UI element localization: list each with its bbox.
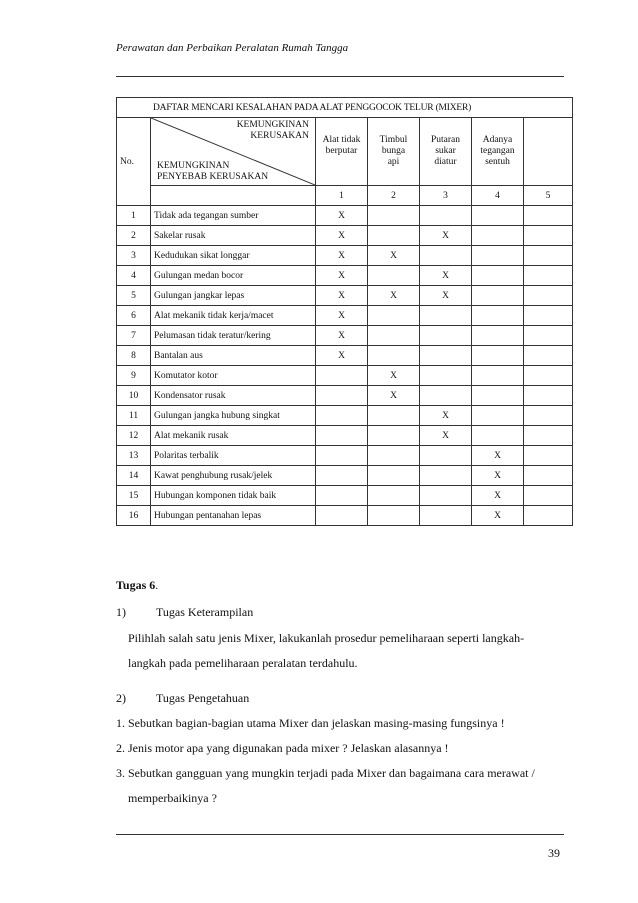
symptom-mark-cell: [524, 306, 573, 326]
cause-cell: Hubungan pentanahan lepas: [151, 506, 316, 526]
symptom-mark-cell: [368, 446, 420, 466]
cause-cell: Tidak ada tegangan sumber: [151, 206, 316, 226]
damage-label: KEMUNGKINAN KERUSAKAN: [236, 120, 309, 141]
cause-cell: Komutator kotor: [151, 366, 316, 386]
symptom-header-3: Putaran sukar diatur: [420, 118, 472, 186]
symptom-mark-cell: [472, 226, 524, 246]
table-row: [117, 406, 573, 426]
symptom-mark-cell: [368, 326, 420, 346]
symptom-mark-cell: X: [472, 446, 524, 466]
page-number: 39: [548, 846, 560, 860]
symptom-mark-cell: [472, 366, 524, 386]
symptom-mark-cell: [524, 466, 573, 486]
symptom-mark-cell: X: [316, 326, 368, 346]
symptom-mark-cell: X: [368, 286, 420, 306]
symptom-mark-cell: [316, 506, 368, 526]
cause-number-spacer: [151, 186, 316, 206]
skill-task-label: Tugas Keterampilan: [156, 605, 254, 619]
symptom-mark-cell: [524, 206, 573, 226]
cause-cell: Gulungan jangka hubung singkat: [151, 406, 316, 426]
symptom-mark-cell: [420, 506, 472, 526]
table-row: [117, 226, 573, 246]
row-number: 11: [117, 406, 151, 426]
table-title: DAFTAR MENCARI KESALAHAN PADA ALAT PENGGOCOK TELUR (MIXER): [117, 98, 573, 118]
row-number: 2: [117, 226, 151, 246]
symptom-mark-cell: X: [472, 466, 524, 486]
symptom-mark-cell: [316, 466, 368, 486]
symptom-header-4: Adanya tegangan sentuh: [472, 118, 524, 186]
symptom-mark-cell: [524, 346, 573, 366]
question-number: 2.: [116, 741, 125, 755]
table-row: [117, 446, 573, 466]
table-row: [117, 266, 573, 286]
symptom-mark-cell: X: [420, 406, 472, 426]
row-number: 14: [117, 466, 151, 486]
symptom-mark-cell: [472, 266, 524, 286]
symptom-mark-cell: X: [316, 246, 368, 266]
row-number: 13: [117, 446, 151, 466]
question-number: 1.: [116, 716, 125, 730]
symptom-mark-cell: X: [368, 366, 420, 386]
row-number: 16: [117, 506, 151, 526]
cause-cell: Gulungan medan bocor: [151, 266, 316, 286]
symptom-mark-cell: [524, 426, 573, 446]
symptom-mark-cell: [368, 486, 420, 506]
row-number: 8: [117, 346, 151, 366]
symptom-mark-cell: [368, 306, 420, 326]
symptom-mark-cell: [420, 486, 472, 506]
table-row: [117, 426, 573, 446]
row-number: 10: [117, 386, 151, 406]
symptom-header-5: [524, 118, 573, 186]
question-number: 3.: [116, 766, 125, 780]
symptom-mark-cell: [472, 426, 524, 446]
table-body: [117, 206, 573, 526]
symptom-mark-cell: [316, 406, 368, 426]
symptom-mark-cell: [420, 206, 472, 226]
symptom-mark-cell: [368, 506, 420, 526]
symptom-mark-cell: [316, 446, 368, 466]
symptom-mark-cell: [420, 366, 472, 386]
skill-task-number: 1): [116, 605, 126, 619]
question-text: Sebutkan bagian-bagian utama Mixer dan jelaskan masing-masing fungsinya !: [128, 716, 505, 730]
symptom-mark-cell: [316, 486, 368, 506]
symptom-mark-cell: [368, 206, 420, 226]
symptom-mark-cell: X: [472, 506, 524, 526]
row-number: 1: [117, 206, 151, 226]
knowledge-task-label: Tugas Pengetahuan: [156, 691, 250, 705]
symptom-mark-cell: [524, 386, 573, 406]
symptom-mark-cell: [472, 246, 524, 266]
table-row: [117, 386, 573, 406]
symptom-number: 1: [316, 186, 368, 206]
symptom-mark-cell: [420, 326, 472, 346]
symptom-header-2: Timbul bunga api: [368, 118, 420, 186]
symptom-mark-cell: [368, 346, 420, 366]
cause-cell: Pelumasan tidak teratur/kering: [151, 326, 316, 346]
no-column-header: No.: [117, 118, 151, 206]
table-row: [117, 326, 573, 346]
troubleshooting-table: [116, 97, 573, 526]
symptom-mark-cell: [524, 406, 573, 426]
symptom-mark-cell: X: [420, 286, 472, 306]
symptom-mark-cell: [524, 446, 573, 466]
symptom-mark-cell: [472, 306, 524, 326]
row-number: 15: [117, 486, 151, 506]
symptom-mark-cell: [524, 246, 573, 266]
row-number: 5: [117, 286, 151, 306]
cause-cell: Kedudukan sikat longgar: [151, 246, 316, 266]
symptom-mark-cell: [524, 286, 573, 306]
row-number: 7: [117, 326, 151, 346]
symptom-mark-cell: [368, 426, 420, 446]
symptom-number: 2: [368, 186, 420, 206]
task-heading: Tugas 6.: [116, 578, 159, 592]
symptom-mark-cell: [524, 486, 573, 506]
cause-label: KEMUNGKINAN PENYEBAB KERUSAKAN: [157, 161, 269, 182]
header-rule: [116, 76, 564, 77]
symptom-mark-cell: [420, 346, 472, 366]
symptom-mark-cell: X: [316, 286, 368, 306]
row-number: 3: [117, 246, 151, 266]
symptom-mark-cell: X: [316, 266, 368, 286]
symptom-mark-cell: [472, 386, 524, 406]
symptom-mark-cell: [420, 466, 472, 486]
symptom-mark-cell: [316, 386, 368, 406]
cause-cell: Alat mekanik rusak: [151, 426, 316, 446]
symptom-mark-cell: [524, 326, 573, 346]
skill-task-text: Pilihlah salah satu jenis Mixer, lakukanlah prosedur pemeliharaan seperti langkah-: [128, 631, 525, 645]
cause-cell: Polaritas terbalik: [151, 446, 316, 466]
row-number: 6: [117, 306, 151, 326]
row-number: 12: [117, 426, 151, 446]
symptom-mark-cell: [316, 426, 368, 446]
symptom-number: 4: [472, 186, 524, 206]
question-text: Sebutkan gangguan yang mungkin terjadi pada Mixer dan bagaimana cara merawat /: [128, 766, 535, 780]
row-number: 9: [117, 366, 151, 386]
cause-cell: Hubungan komponen tidak baik: [151, 486, 316, 506]
table-row: [117, 506, 573, 526]
question-text-continued: memperbaikinya ?: [128, 791, 217, 805]
symptom-mark-cell: [368, 266, 420, 286]
cause-cell: Alat mekanik tidak kerja/macet: [151, 306, 316, 326]
symptom-mark-cell: [316, 366, 368, 386]
cause-cell: Kondensator rusak: [151, 386, 316, 406]
footer-rule: [116, 834, 564, 835]
symptom-mark-cell: X: [472, 486, 524, 506]
symptom-mark-cell: X: [316, 226, 368, 246]
table-row: [117, 246, 573, 266]
knowledge-task-number: 2): [116, 691, 126, 705]
symptom-number: 3: [420, 186, 472, 206]
symptom-mark-cell: [472, 346, 524, 366]
table-row: [117, 486, 573, 506]
symptom-mark-cell: [524, 366, 573, 386]
symptom-mark-cell: [368, 226, 420, 246]
cause-cell: Gulungan jangkar lepas: [151, 286, 316, 306]
symptom-mark-cell: [420, 386, 472, 406]
symptom-mark-cell: X: [368, 246, 420, 266]
table-row: [117, 206, 573, 226]
symptom-header-1: Alat tidak berputar: [316, 118, 368, 186]
diagonal-header-cell: [151, 118, 316, 186]
table-row: [117, 466, 573, 486]
symptom-mark-cell: X: [316, 206, 368, 226]
table-row: [117, 366, 573, 386]
question-text: Jenis motor apa yang digunakan pada mixer ? Jelaskan alasannya !: [128, 741, 449, 755]
symptom-mark-cell: [524, 226, 573, 246]
symptom-mark-cell: X: [316, 346, 368, 366]
symptom-mark-cell: [472, 406, 524, 426]
cause-cell: Bantalan aus: [151, 346, 316, 366]
table-row: [117, 306, 573, 326]
symptom-mark-cell: [472, 326, 524, 346]
skill-task-text: langkah pada pemeliharaan peralatan terdahulu.: [128, 656, 358, 670]
symptom-mark-cell: X: [420, 226, 472, 246]
symptom-mark-cell: [472, 206, 524, 226]
symptom-mark-cell: X: [316, 306, 368, 326]
symptom-mark-cell: [368, 406, 420, 426]
symptom-number: 5: [524, 186, 573, 206]
row-number: 4: [117, 266, 151, 286]
symptom-mark-cell: [524, 266, 573, 286]
symptom-mark-cell: [420, 246, 472, 266]
cause-cell: Sakelar rusak: [151, 226, 316, 246]
symptom-mark-cell: [524, 506, 573, 526]
table-row: [117, 286, 573, 306]
symptom-mark-cell: X: [420, 266, 472, 286]
symptom-mark-cell: [420, 446, 472, 466]
symptom-mark-cell: [472, 286, 524, 306]
symptom-mark-cell: [368, 466, 420, 486]
table-row: [117, 346, 573, 366]
cause-cell: Kawat penghubung rusak/jelek: [151, 466, 316, 486]
symptom-mark-cell: [420, 306, 472, 326]
symptom-mark-cell: X: [368, 386, 420, 406]
running-header: Perawatan dan Perbaikan Peralatan Rumah Tangga: [116, 42, 349, 54]
symptom-mark-cell: X: [420, 426, 472, 446]
